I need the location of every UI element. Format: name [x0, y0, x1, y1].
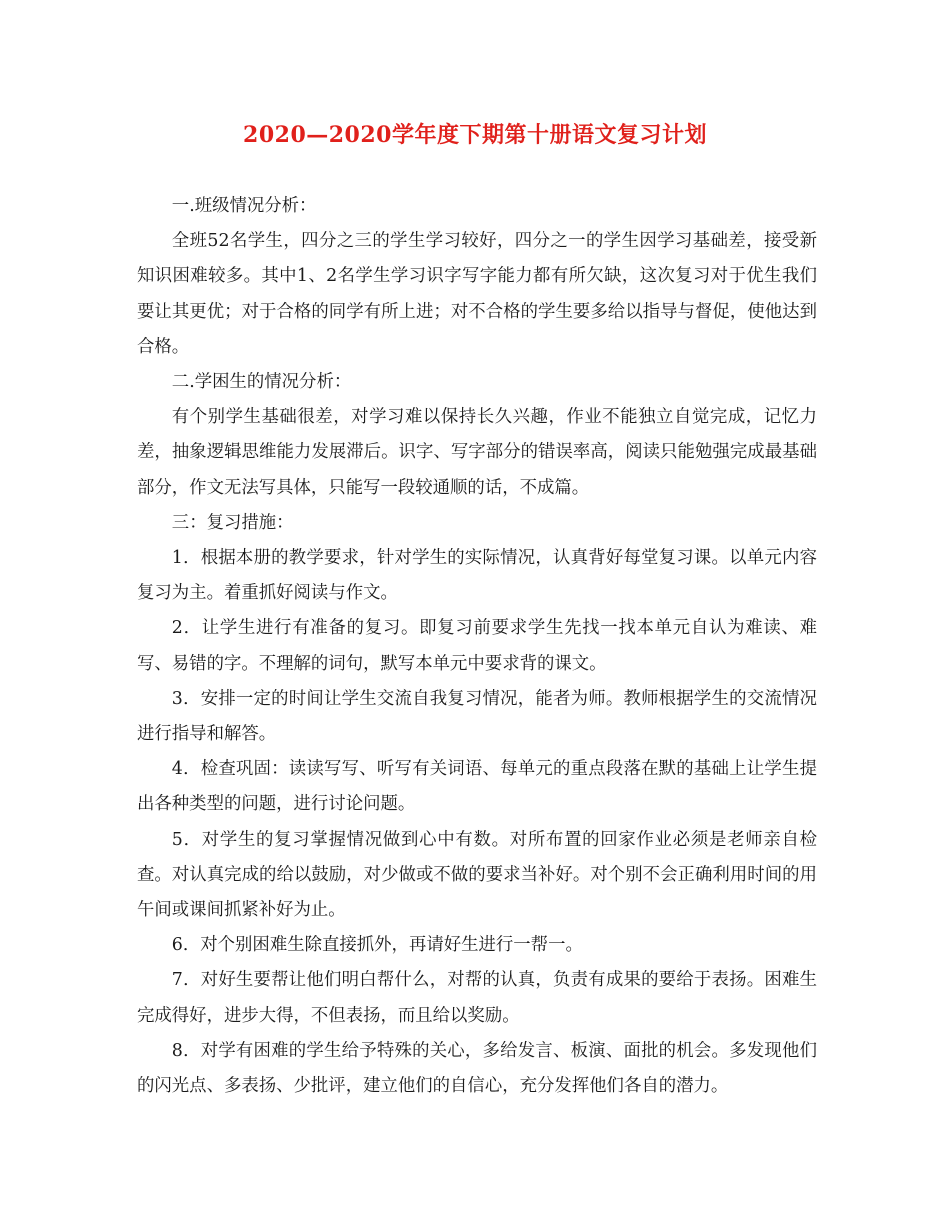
measure-item-8: 8．对学有困难的学生给予特殊的关心，多给发言、板演、面批的机会。多发现他们的闪光点、多表扬、少批评，建立他们的自信心，充分发挥他们各自的潜力。 — [137, 1040, 817, 1097]
document-title: 2020—2020学年度下期第十册语文复习计划 — [243, 122, 707, 148]
measure-item-7: 7．对好生要帮让他们明白帮什么，对帮的认真，负责有成果的要给于表扬。困难生完成得好，进步大得，不但表扬，而且给以奖励。 — [137, 970, 817, 1026]
measure-item-5: 5．对学生的复习掌握情况做到心中有数。对所布置的回家作业必须是老师亲自检查。对认真完成的给以鼓励，对少做或不做的要求当补好。对个别不会正确利用时间的用午间或课间抓紧补好为止。 — [137, 829, 817, 921]
paragraph-class-analysis: 全班52名学生，四分之三的学生学习较好，四分之一的学生因学习基础差，接受新知识困难较多。其中1、2名学生学习识字写字能力都有所欠缺，这次复习对于优生我们要让其更优；对于合格的同学有所上进；对不合格的学生要多给以指导与督促，使他达到合格。 — [137, 231, 817, 357]
measure-item-2: 2．让学生进行有准备的复习。即复习前要求学生先找一找本单元自认为难读、难写、易错的字。不理解的词句，默写本单元中要求背的课文。 — [137, 618, 817, 674]
measure-item-3: 3．安排一定的时间让学生交流自我复习情况，能者为师。教师根据学生的交流情况进行指导和解答。 — [137, 688, 817, 745]
measure-item-1: 1．根据本册的教学要求，针对学生的实际情况，认真背好每堂复习课。以单元内容复习为主。着重抓好阅读与作文。 — [137, 548, 817, 604]
paragraph-struggling-students: 有个别学生基础很差，对学习难以保持长久兴趣，作业不能独立自觉完成，记忆力差，抽象逻辑思维能力发展滞后。识字、写字部分的错误率高，阅读只能勉强完成最基础部分，作文无法写具体，只能写一段较通顺的话，不成篇。 — [137, 407, 817, 498]
section-heading-class-analysis: 一.班级情况分析： — [171, 196, 317, 216]
measure-item-6: 6．对个别困难生除直接抓外，再请好生进行一帮一。 — [171, 935, 583, 956]
section-heading-review-measures: 三：复习措施： — [171, 512, 294, 533]
section-heading-struggling-students: 二.学困生的情况分析： — [171, 372, 352, 393]
measure-item-4: 4．检查巩固：读读写写、听写有关词语、每单元的重点段落在默的基础上让学生提出各种类型的问题，进行讨论问题。 — [137, 759, 817, 815]
document-body — [137, 189, 817, 1104]
